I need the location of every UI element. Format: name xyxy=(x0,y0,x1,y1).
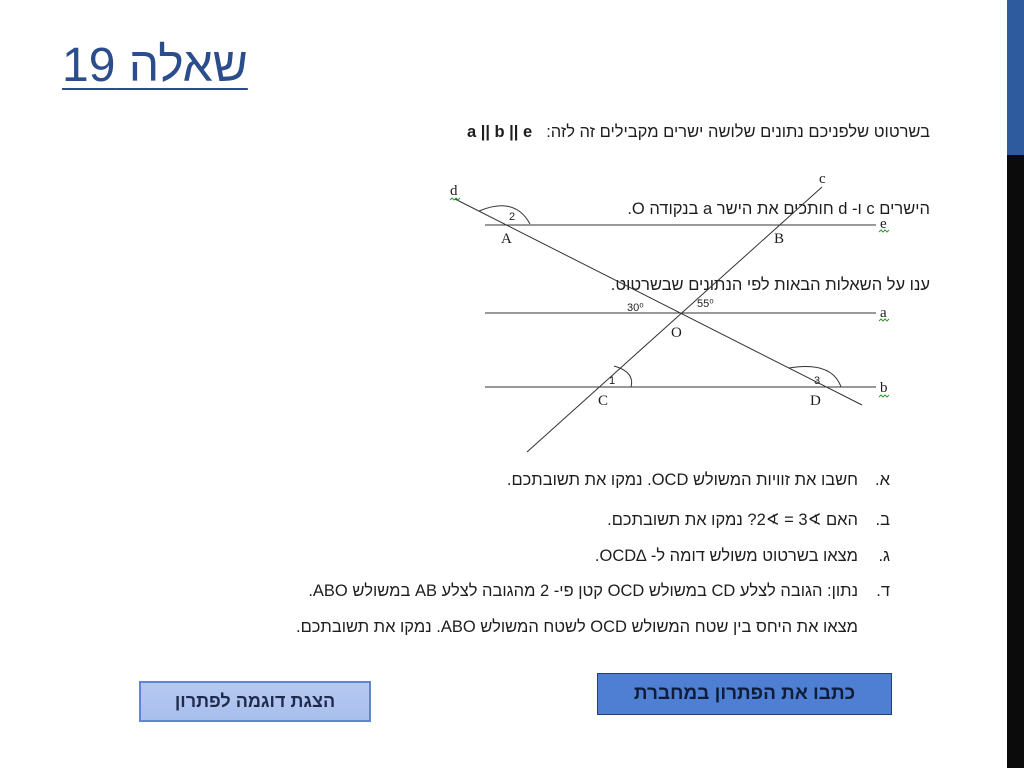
page-title: שאלה 19 xyxy=(62,39,248,92)
question-line xyxy=(607,502,890,538)
intro-line-2: הישרים c ו- d חותכים את הישר a בנקודה O. xyxy=(627,199,930,218)
question-text-continuation: מצאו את היחס בין שטח המשולש OCD לשטח המשולש ABO. נמקו את תשובתכם. xyxy=(295,618,858,636)
angle-label-30: 30⁰ xyxy=(627,302,644,314)
question-label: ד. xyxy=(876,582,890,600)
question-c xyxy=(595,538,890,574)
question-d xyxy=(296,573,890,645)
write-solution-button[interactable]: כתבו את הפתרון במחברת xyxy=(597,673,892,715)
parallel-lines-formula: a || b || e xyxy=(466,123,533,141)
line-label-e: e xyxy=(880,216,887,232)
question-line xyxy=(507,462,890,498)
question-label: ב. xyxy=(875,511,890,529)
point-label-O: O xyxy=(671,325,682,341)
question-text: מצאו בשרטוט משולש דומה ל- ∆OCD. xyxy=(594,547,858,565)
intro-line-1 xyxy=(370,120,930,146)
point-label-A: A xyxy=(501,231,512,247)
point-label-C: C xyxy=(598,393,609,409)
line-label-d: d xyxy=(450,183,458,199)
angle-label-1: 1 xyxy=(609,375,616,387)
line-c xyxy=(527,187,822,452)
spellcheck-squiggle xyxy=(450,198,460,200)
line-d xyxy=(455,199,862,405)
question-a xyxy=(507,462,890,498)
question-line xyxy=(296,573,890,609)
line-label-b: b xyxy=(880,380,888,396)
question-text: האם ∢3 = ∢2? נמקו את תשובתכם. xyxy=(607,511,858,529)
intro-line-1-text: בשרטוט שלפניכם נתונים שלושה ישרים מקבילים זה לזה: xyxy=(546,123,930,141)
angle-label-3: 3 xyxy=(814,375,821,387)
question-label: א. xyxy=(875,471,890,489)
side-bar-dark xyxy=(1007,155,1024,768)
angle-label-2: 2 xyxy=(509,211,516,223)
question-line xyxy=(595,538,890,574)
question-text: נתון: הגובה לצלע CD במשולש OCD קטן פי- 2 מהגובה לצלע AB במשולש ABO. xyxy=(308,582,858,600)
question-label: ג. xyxy=(878,547,890,565)
show-example-solution-button[interactable]: הצגת דוגמה לפתרון xyxy=(139,681,371,722)
side-bar-accent xyxy=(1007,0,1024,155)
point-label-D: D xyxy=(810,393,821,409)
line-label-c: c xyxy=(819,171,826,187)
geometry-diagram xyxy=(440,165,900,460)
spellcheck-squiggle xyxy=(879,395,889,397)
question-text: חשבו את זוויות המשולש OCD. נמקו את תשובתכם. xyxy=(506,471,858,489)
line-label-a: a xyxy=(880,305,887,321)
angle-label-55: 55⁰ xyxy=(697,298,714,310)
question-b xyxy=(607,502,890,538)
point-label-B: B xyxy=(774,231,785,247)
intro-line-3: ענו על השאלות הבאות לפי הנתונים שבשרטוט. xyxy=(610,276,930,294)
angle-1-arc xyxy=(614,366,632,387)
